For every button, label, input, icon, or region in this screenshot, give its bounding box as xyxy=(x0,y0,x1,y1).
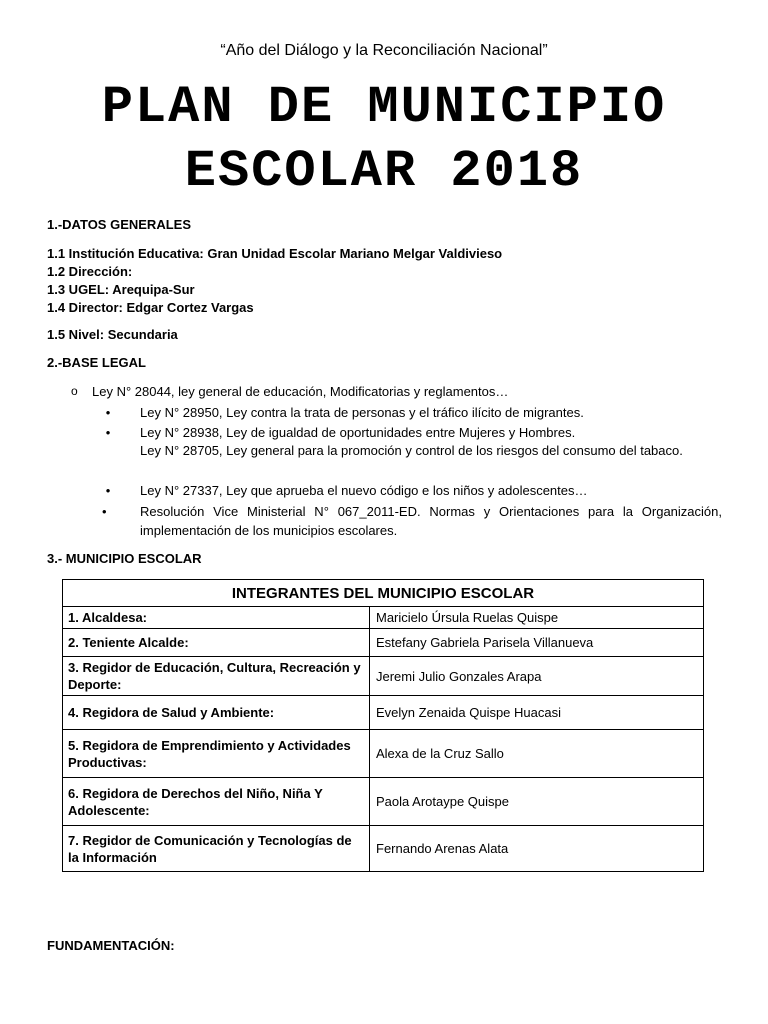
section4-heading: FUNDAMENTACIÓN: xyxy=(47,938,175,953)
name-cell: Maricielo Úrsula Ruelas Quispe xyxy=(370,607,704,629)
table-header-row xyxy=(63,580,704,607)
circle-bullet: o xyxy=(71,384,78,398)
name-cell: Paola Arotaype Quispe xyxy=(370,778,704,826)
table-row xyxy=(63,657,704,696)
institution-line: 1.1 Institución Educativa: Gran Unidad Escolar Mariano Melgar Valdivieso xyxy=(47,246,503,261)
level-line: 1.5 Nivel: Secundaria xyxy=(47,327,178,342)
section3-heading: 3.- MUNICIPIO ESCOLAR xyxy=(47,551,202,566)
law-text: Ley N° 28705, Ley general para la promoción y control de los riesgos del consumo del tabaco. xyxy=(140,443,683,458)
law-item xyxy=(105,482,722,501)
law-text: Ley N° 28950, Ley contra la trata de personas y el tráfico ilícito de migrantes. xyxy=(140,405,584,420)
motto: “Año del Diálogo y la Reconciliación Nacional” xyxy=(220,42,548,59)
title-line-1: PLAN DE MUNICIPIO xyxy=(101,78,667,137)
table-row xyxy=(63,696,704,730)
main-law: Ley N° 28044, ley general de educación, Modificatorias y reglamentos… xyxy=(92,384,509,399)
table-row xyxy=(63,778,704,826)
table-row xyxy=(63,629,704,657)
ugel-line: 1.3 UGEL: Arequipa-Sur xyxy=(47,282,195,297)
role-cell: 1. Alcaldesa: xyxy=(63,607,370,629)
role-cell: 6. Regidora de Derechos del Niño, Niña Y Adolescente: xyxy=(63,778,370,826)
address-line: 1.2 Dirección: xyxy=(47,264,133,279)
bullet: • xyxy=(105,425,111,440)
table-row xyxy=(63,826,704,872)
table-title: INTEGRANTES DEL MUNICIPIO ESCOLAR xyxy=(63,580,704,607)
section2-heading: 2.-BASE LEGAL xyxy=(47,355,146,370)
law-text: Resolución Vice Ministerial N° 067_2011-ED. Normas y Orientaciones para la Organización, implementación de los municipios escolares. xyxy=(140,504,722,538)
law-text: Ley N° 27337, Ley que aprueba el nuevo código e los niños y adolescentes… xyxy=(140,483,588,498)
bullet: • xyxy=(105,483,111,498)
bullet: • xyxy=(102,504,107,519)
section1-heading: 1.-DATOS GENERALES xyxy=(47,217,191,232)
law-item xyxy=(140,442,722,461)
table-row xyxy=(63,730,704,778)
name-cell: Evelyn Zenaida Quispe Huacasi xyxy=(370,696,704,730)
table-row xyxy=(63,607,704,629)
law-item xyxy=(105,424,722,443)
title-line-2: ESCOLAR 2018 xyxy=(184,142,584,201)
role-cell: 3. Regidor de Educación, Cultura, Recreación y Deporte: xyxy=(63,657,370,696)
role-cell: 7. Regidor de Comunicación y Tecnologías de la Información xyxy=(63,826,370,872)
name-cell: Alexa de la Cruz Sallo xyxy=(370,730,704,778)
bullet: • xyxy=(105,405,111,420)
director-line: 1.4 Director: Edgar Cortez Vargas xyxy=(47,300,254,315)
name-cell: Fernando Arenas Alata xyxy=(370,826,704,872)
role-cell: 5. Regidora de Emprendimiento y Actividades Productivas: xyxy=(63,730,370,778)
role-cell: 4. Regidora de Salud y Ambiente: xyxy=(63,696,370,730)
council-table xyxy=(62,579,704,872)
name-cell: Jeremi Julio Gonzales Arapa xyxy=(370,657,704,696)
name-cell: Estefany Gabriela Parisela Villanueva xyxy=(370,629,704,657)
role-cell: 2. Teniente Alcalde: xyxy=(63,629,370,657)
law-item xyxy=(102,503,722,540)
law-text: Ley N° 28938, Ley de igualdad de oportunidades entre Mujeres y Hombres. xyxy=(140,425,576,440)
law-item xyxy=(105,404,722,423)
